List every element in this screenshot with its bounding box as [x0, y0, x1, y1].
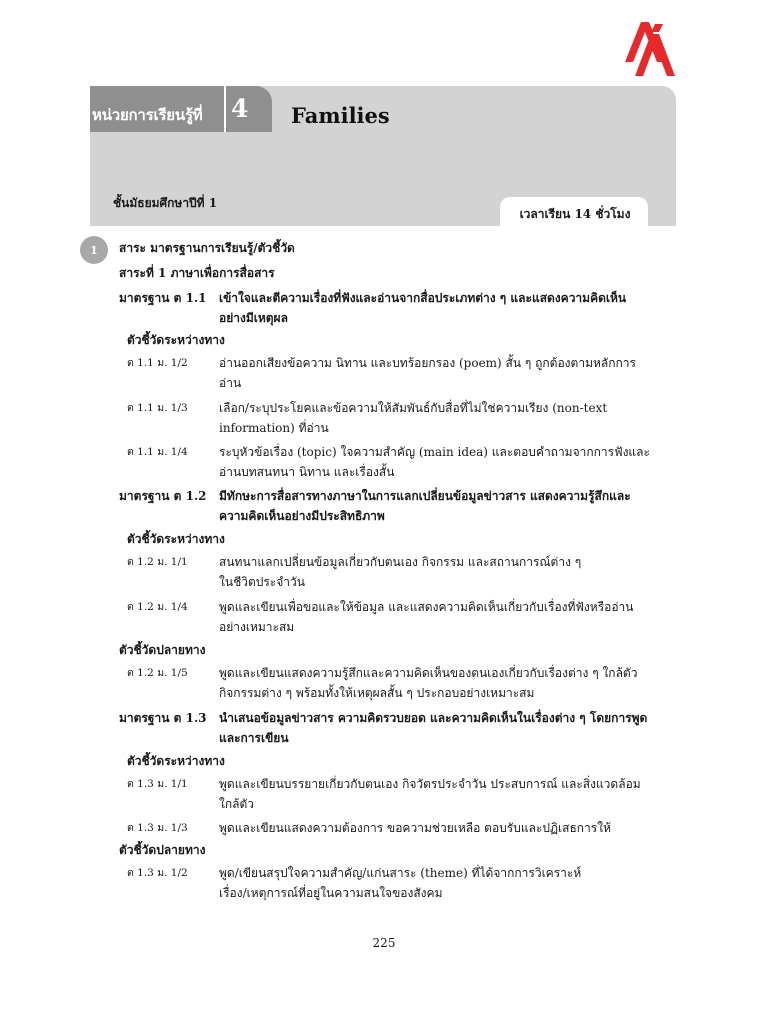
standard-text: มีทักษะการสื่อสารทางภาษาในการแลกเปลี่ยนข้อมูลข่าวสาร แสดงความรู้สึกและ — [219, 489, 631, 503]
indicator-text: เรื่อง/เหตุการณ์ที่อยู่ในความสนใจของสังคม — [219, 886, 443, 900]
study-time: เวลาเรียน 14 ชั่วโมง — [519, 207, 631, 221]
indicator-text: พูดและเขียนบรรยายเกี่ยวกับตนเอง กิจวัตรประจำวัน ประสบการณ์ และสิ่งแวดล้อม — [219, 777, 641, 791]
indicator-group-heading: ตัวชี้วัดปลายทาง — [119, 843, 206, 857]
indicator-text: เลือก/ระบุประโยคและข้อความให้สัมพันธ์กับสื่อที่ไม่ใช่ความเรียง (non-text — [219, 401, 608, 415]
indicator-code: ต 1.1 ม. 1/3 — [127, 402, 188, 414]
indicator-group-heading: ตัวชี้วัดระหว่างทาง — [127, 333, 225, 347]
indicator-group-heading: ตัวชี้วัดปลายทาง — [119, 643, 206, 657]
indicator-text: information) ที่อ่าน — [219, 421, 329, 435]
indicator-text: พูดและเขียนแสดงความต้องการ ขอความช่วยเหลือ ตอบรับและปฏิเสธการให้ — [219, 821, 612, 835]
standard-text: อย่างมีเหตุผล — [219, 311, 288, 325]
indicator-text: อ่านบทสนทนา นิทาน และเรื่องสั้น — [219, 465, 395, 479]
indicator-text: ใกล้ตัว — [219, 797, 255, 811]
indicator-code: ต 1.3 ม. 1/2 — [127, 867, 188, 879]
indicator-code: ต 1.2 ม. 1/5 — [127, 667, 188, 679]
standard-label: มาตรฐาน ต 1.3 — [119, 711, 207, 725]
indicator-text: พูด/เขียนสรุปใจความสำคัญ/แก่นสาระ (theme) ที่ได้จากการวิเคราะห์ — [219, 866, 582, 880]
indicator-code: ต 1.3 ม. 1/1 — [127, 778, 188, 790]
indicator-text: อ่านออกเสียงข้อความ นิทาน และบทร้อยกรอง (poem) สั้น ๆ ถูกต้องตามหลักการ — [219, 356, 636, 370]
indicator-group-heading: ตัวชี้วัดระหว่างทาง — [127, 754, 225, 768]
indicator-text: พูดและเขียนแสดงความรู้สึกและความคิดเห็นของตนเองเกี่ยวกับเรื่องต่าง ๆ ใกล้ตัว — [219, 666, 638, 680]
standard-text: นำเสนอข้อมูลข่าวสาร ความคิดรวบยอด และความคิดเห็นในเรื่องต่าง ๆ โดยการพูด — [219, 711, 648, 725]
indicator-group-heading: ตัวชี้วัดระหว่างทาง — [127, 532, 225, 546]
indicator-code: ต 1.2 ม. 1/1 — [127, 556, 188, 568]
unit-label: หน่วยการเรียนรู้ที่ — [92, 106, 203, 124]
indicator-text: สนทนาแลกเปลี่ยนข้อมูลเกี่ยวกับตนเอง กิจกรรม และสถานการณ์ต่าง ๆ — [219, 555, 582, 569]
page-number: 225 — [372, 936, 396, 950]
strand-heading: สาระที่ 1 ภาษาเพื่อการสื่อสาร — [119, 266, 275, 280]
grade-level: ชั้นมัธยมศึกษาปีที่ 1 — [113, 196, 218, 210]
section-heading: สาระ มาตรฐานการเรียนรู้/ตัวชี้วัด — [119, 241, 295, 255]
standard-label: มาตรฐาน ต 1.2 — [119, 489, 207, 503]
unit-title: Families — [291, 103, 390, 128]
indicator-text: อย่างเหมาะสม — [219, 620, 295, 634]
standard-label: มาตรฐาน ต 1.1 — [119, 291, 207, 305]
indicator-code: ต 1.3 ม. 1/3 — [127, 822, 188, 834]
standard-text: เข้าใจและตีความเรื่องที่ฟังและอ่านจากสื่อประเภทต่าง ๆ และแสดงความคิดเห็น — [219, 291, 627, 305]
indicator-text: อ่าน — [219, 376, 242, 390]
unit-number: 4 — [231, 94, 249, 123]
indicator-text: กิจกรรมต่าง ๆ พร้อมทั้งให้เหตุผลสั้น ๆ ประกอบอย่างเหมาะสม — [219, 686, 535, 700]
section-number-badge: 1 — [80, 236, 108, 264]
indicator-code: ต 1.1 ม. 1/2 — [127, 357, 188, 369]
indicator-text: ในชีวิตประจำวัน — [219, 575, 305, 589]
standard-text: และการเขียน — [219, 731, 289, 745]
standard-text: ความคิดเห็นอย่างมีประสิทธิภาพ — [219, 509, 385, 523]
indicator-text: ระบุหัวข้อเรื่อง (topic) ใจความสำคัญ (main idea) และตอบคำถามจากการฟังและ — [219, 445, 650, 459]
indicator-text: พูดและเขียนเพื่อขอและให้ข้อมูล และแสดงความคิดเห็นเกี่ยวกับเรื่องที่ฟังหรืออ่าน — [219, 600, 634, 614]
indicator-code: ต 1.2 ม. 1/4 — [127, 601, 188, 613]
indicator-code: ต 1.1 ม. 1/4 — [127, 446, 188, 458]
